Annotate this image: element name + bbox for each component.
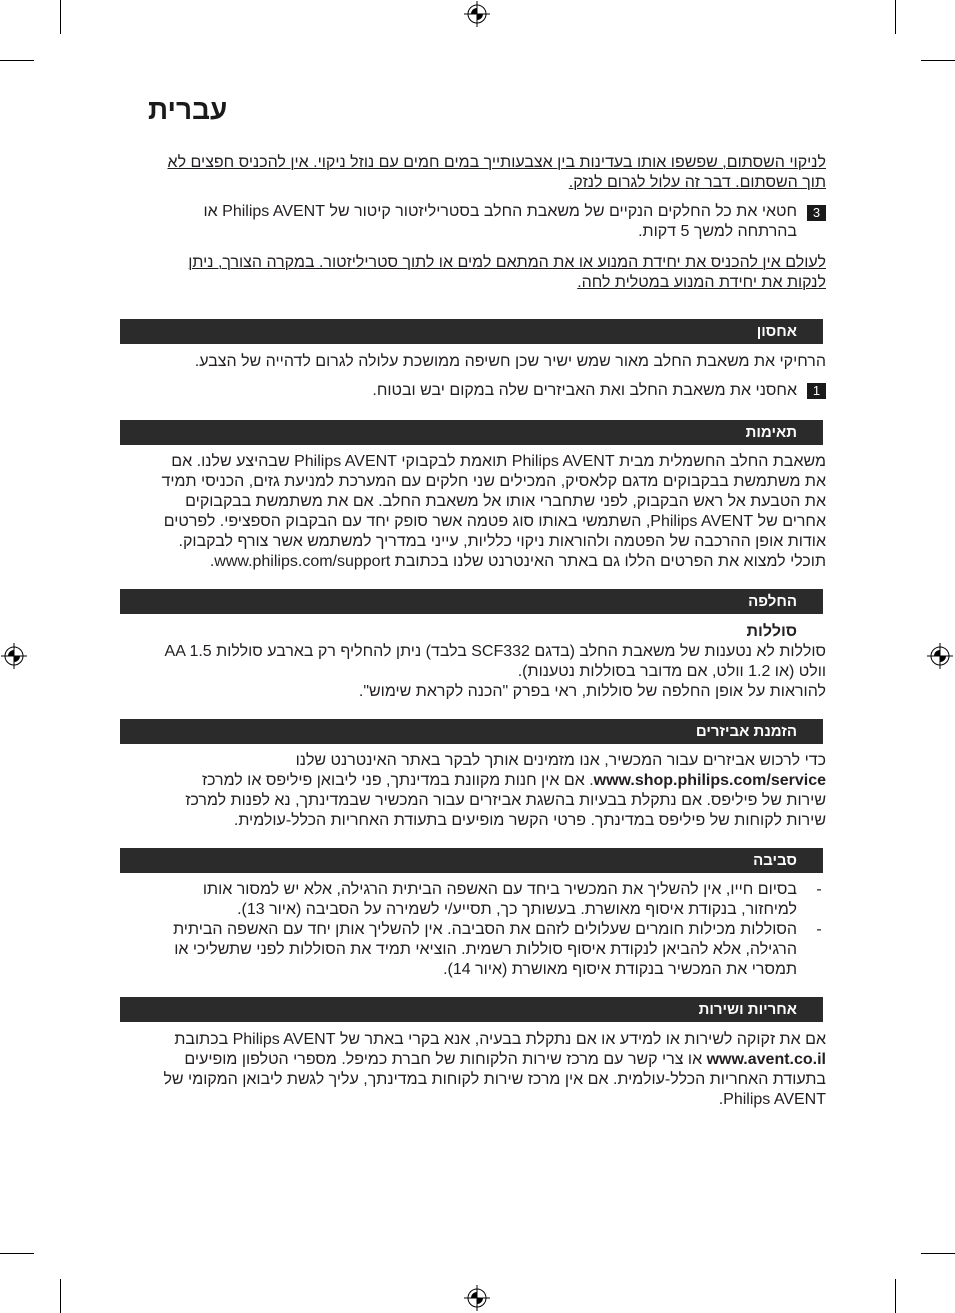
paragraph-line-text: או צרי קשר עם מרכז שירות הלקוחות של חברת כמיפל. מספרי הטלפון מופיעים: [184, 1051, 707, 1068]
paragraph-line: אם את זקוקה לשירות או למידע או אם נתקלת בבעיה, אנא בקרי באתר של Philips AVENT בכתובת: [174, 1031, 826, 1048]
bullet-dash: -: [816, 921, 822, 938]
section-heading: הזמנת אביזרים: [695, 723, 797, 740]
paragraph-line: בתעודת האחריות הכלל-עולמית. אם אין מרכז שירות לקוחות במדינתך, עליך לגשת ליבואן המקומי של: [163, 1071, 826, 1088]
ordering-paragraph: [110, 751, 826, 831]
paragraph-line: [110, 1050, 826, 1070]
warning-line-text: לנקות את יחידת המנוע במטלית לחה.: [577, 274, 826, 291]
warning-line: [110, 273, 826, 293]
registration-mark-icon: [463, 1284, 491, 1312]
paragraph-line: משאבת החלב החשמלית מבית Philips AVENT תואמת לבקבוקי Philips AVENT שבהיצע שלנו. אם: [171, 453, 826, 470]
bullet-dash: -: [816, 881, 822, 898]
bullet-line: למיחזור, בנקודת איסוף מאושרת. בעשותך כך, תסייע/י לשמירה על הסביבה (איור 13).: [237, 901, 797, 918]
paragraph-line: Philips AVENT.: [718, 1091, 826, 1108]
section-header-storage: [120, 319, 823, 344]
warning-line-text: לעולם אין להכניס את יחידת המנוע או את המתאם למים או לתוך סטריליזטור. במקרה הצורך, ניתן: [188, 254, 826, 271]
step-number-badge: 3: [807, 205, 826, 221]
paragraph-line: [110, 771, 826, 791]
bullet-line: הרגילה, אלא להביאן לנקודת איסוף סוללות רשמית. הוציאי תמיד את הסוללות לפני שתשליכי או: [174, 941, 797, 958]
paragraph-line: להוראות על אופן החלפה של סוללות, ראי בפרק "הכנה לקראת שימוש".: [358, 683, 826, 700]
paragraph-line: שירות של פיליפס. אם נתקלת בבעיות בהשגת אביזרים עבור המכשיר שבמדינתך, נא לפנות למרכז: [185, 792, 826, 809]
registration-mark-icon: [926, 642, 954, 670]
registration-mark-icon: [0, 642, 28, 670]
paragraph-line: הרחיקי את משאבת החלב מאור שמש ישיר שכן חשיפה ממושכת עלולה לגרום לדהייה של הצבע.: [194, 353, 826, 370]
paragraph-line: סוללות לא נטענות של משאבת החלב (בדגם SCF332 בלבד) ניתן להחליף רק בארבע סוללות AA 1.5: [164, 643, 826, 660]
valve-cleaning-note: [110, 153, 826, 193]
storage-text: [110, 352, 826, 372]
note-line: [110, 173, 826, 193]
warranty-paragraph: [110, 1030, 826, 1110]
storage-step-1: [110, 381, 826, 401]
paragraph-line: את משתמשת בבקבוקים מדגם קלאסיק, המכילים שני חלקים עם המערכת למניעת גזים, הכניסי תמיד: [161, 473, 826, 490]
section-header-environment: [120, 848, 823, 873]
replacement-paragraph: [110, 622, 826, 702]
bullet-line: תמסרי את המכשיר בנקודת איסוף מאושרת (איור 14).: [443, 961, 797, 978]
crop-mark-bottom-right: [895, 1279, 896, 1313]
bullet-line: בסיום חייו, אין להשליך את המכשיר ביחד עם האשפה הביתית הרגילה, אלא יש למסור אותו: [202, 881, 797, 898]
shop-url: www.shop.philips.com/service: [593, 772, 826, 789]
section-heading: החלפה: [748, 593, 797, 610]
paragraph-line: כדי לרכוש אביזרים עבור המכשיר, אנו מזמינים אותך לבקר באתר האינטרנט שלנו: [295, 752, 826, 769]
warning-line: [110, 253, 826, 273]
step-3: [110, 202, 826, 242]
bullet-line: הסוללות מכילות חומרים שעלולים לזהם את הסביבה. אין להשליך אותן יחד עם האשפה הביתית: [173, 921, 797, 938]
avent-url: www.avent.co.il: [706, 1051, 826, 1068]
step-line: בהרתחה למשך 5 דקות.: [638, 223, 797, 240]
environment-bullet-2: [110, 920, 826, 980]
crop-mark-top-right: [895, 0, 896, 34]
paragraph-line-text: . אם אין חנות מקוונת במדינתך, פני ליבואן פיליפס או למרכז: [201, 772, 594, 789]
compatibility-paragraph: [110, 452, 826, 572]
registration-mark-icon: [463, 0, 491, 28]
paragraph-line: אחרים של Philips AVENT, השתמשי באותו סוג פטמה אשר סופק יחד עם הבקבוק הספציפי. לפרטים: [163, 513, 826, 530]
crop-mark-left-bottom: [0, 1253, 34, 1254]
paragraph-line: תוכלי למצוא את הפרטים הללו גם באתר האינטרנט שלנו בכתובת www.philips.com/support.: [209, 553, 826, 570]
crop-mark-bottom-left: [60, 1279, 61, 1313]
paragraph-line: את הטבעת אל ראש הבקבוק, לפני שתחברי אותו אל משאבת החלב. אם את משתמשת בבקבוקים: [185, 493, 826, 510]
note-line-text: תוך השסתום. דבר זה עלול לגרום לנזק.: [568, 174, 826, 191]
section-header-compatibility: [120, 420, 823, 445]
step-line: חטאי את כל החלקים הנקיים של משאבת החלב בסטריליזטור קיטור של Philips AVENT או: [203, 203, 797, 220]
section-header-replacement: [120, 589, 823, 614]
section-heading: אחסון: [756, 323, 797, 340]
crop-mark-right-bottom: [921, 1253, 955, 1254]
section-header-ordering-accessories: [120, 719, 823, 744]
section-heading: תאימות: [745, 424, 797, 441]
step-number-badge: 1: [807, 383, 826, 399]
crop-mark-top-left: [60, 0, 61, 34]
note-line-text: לניקוי השסתום, שפשפו אותו בעדינות בין אצבעותייך במים חמים עם נוזל ניקוי. אין להכניס חפצים לא: [167, 154, 826, 171]
paragraph-line: וולט (או 1.2 וולט, אם מדובר בסוללות נטענות).: [517, 663, 826, 680]
section-header-warranty-service: [120, 997, 823, 1022]
environment-bullet-1: [110, 880, 826, 920]
crop-mark-left-top: [0, 60, 34, 61]
paragraph-line: שירות לקוחות של פיליפס במדינתך. פרטי הקשר מופיעים בתעודת האחריות הכלל-עולמית.: [233, 812, 826, 829]
paragraph-line: אודות אופן ההרכבה של הפטמה ולהוראות ניקוי כלליות, עייני במדריך למשתמש אשר צורף לבקבוק.: [178, 533, 826, 550]
subheading-batteries: סוללות: [746, 623, 797, 640]
step-line: אחסני את משאבת החלב ואת האביזרים שלה במקום יבש ובטוח.: [372, 382, 797, 399]
note-line: [110, 153, 826, 173]
section-heading: אחריות ושירות: [698, 1001, 797, 1018]
motor-unit-warning: [110, 253, 826, 293]
page-title: עברית: [148, 94, 228, 125]
crop-mark-right-top: [921, 60, 955, 61]
section-heading: סביבה: [753, 852, 797, 869]
